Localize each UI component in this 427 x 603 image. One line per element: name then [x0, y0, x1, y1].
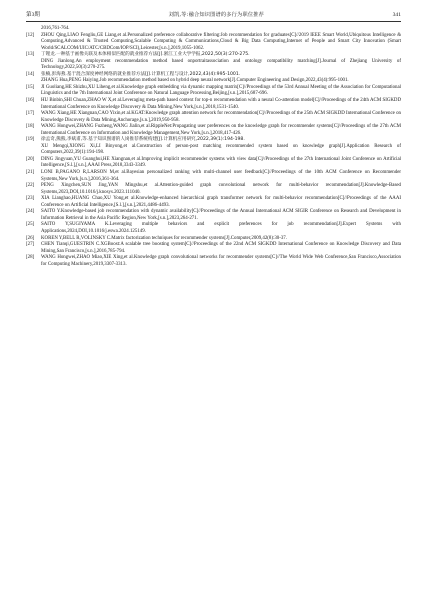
- reference-entry: [26, 85, 401, 98]
- reference-text: ZHANG Hua,PENG Haiying.Job recommendation method based on hybrid deep neural network[J].Computer Engineering and Design,2022,43(4):995-1001.: [41, 78, 349, 84]
- reference-entry: [26, 183, 401, 196]
- reference-text: JI Guoliang,HE Shizhu,XU Liheng,et al.Knowledge graph embedding via dynamic mapping matrix[C]//Proceedings of the 53rd Annual Meeting of the Association for Computational Linguistics and the 7th International Joint Conference on Natural Language Processing,Beijing,[s.n.],2015,687-696.: [41, 84, 401, 97]
- reference-entry: [26, 111, 401, 124]
- running-title: 刘凯,等:融合知识图谱的多行为职位推荐: [168, 12, 264, 18]
- reference-text: SAITO Y.Knowledge-based job recommendation with dynamic availability[C]//Proceedings of the Annual International ACM SIGIR Conference on Research and Development in Information Retrieval in the Asia Pacific Region,New York,[s.n.],2023,264-271.: [41, 209, 401, 221]
- reference-number: [19]: [26, 137, 35, 143]
- reference-text: DING Jingyuan,YU Guanghui,HE Xiangnan,et al.Improving implicit recommender systems with view data[C]//Proceedings of the 27th International Joint Conference on Artificial Intelligence,[S.l.],[s.n.],AAAI Press,2018,3343-3349.: [41, 156, 401, 169]
- reference-text: LONI B,PAGANO R,LARSON M,et al.Bayesian personalized ranking with multi-channel user feedback[C]//Proceedings of the 10th ACM Conference on Recommender Systems,New York,[s.n.],2016,361-364.: [41, 170, 401, 182]
- reference-text: 张楠,彭海燕.基于混合深度神经网络的就业推荐方法[J].计算机工程与设计,2022,43(4):995-1001.: [41, 71, 241, 77]
- reference-number: [24]: [26, 209, 35, 215]
- reference-entry: [26, 170, 401, 183]
- reference-number: [16]: [26, 98, 35, 104]
- reference-text: 2016,761-764.: [41, 26, 70, 31]
- reference-list: [26, 26, 401, 268]
- reference-text: XU Mengqi,XIONG Xi,LI Binyong,et al.Construction of person-post matching recommended system based on knowledge graph[J].Application Research of Computers,2022,39(1):194-198.: [41, 143, 401, 156]
- reference-text: DING Jianlong.An employment recommendation method based onportraitassociation and ontology compatibility matching[J].Journal of Zhejiang University of Technology,2022,50(3):270-275.: [41, 58, 401, 71]
- reference-entry: [26, 157, 401, 170]
- reference-number: [21]: [26, 170, 35, 176]
- reference-number: [28]: [26, 255, 35, 261]
- reference-entry: [26, 98, 401, 111]
- reference-text: ZHOU Qing,LIAO Fengliu,GE Liang,et al.Personalized preference collaborative filtering:Job recommendation for graduates[C]//2019 IEEE Smart World,Ubiquitous Intelligence & Computing,Advanced & Trusted Computing,Scalable Computing & Communications,Cloud & Big Data Computing,Internet of People and Smart City Innovation (Smart World/SCALCOM/UIC/ATC/CBDCom/IOP/SCI),Leicester,[s.n.],2019,1055-1062.: [41, 32, 401, 51]
- reference-number: [13]: [26, 52, 35, 58]
- reference-entry: [26, 144, 401, 157]
- reference-text: WANG Xiang,HE Xiangnan,CAO Yixin,et al.KGAT:Knowledge graph attention network for recommendation[C]//Proceedings of the 25th ACM SIGKDD International Conference on Knowledge Discovery & Data Mining,Anchorage,[s.n.],2019,950-958.: [41, 111, 401, 123]
- reference-text: PENG Xingchen,SUN Jing,YAN Mingshu,et al.Attention-guided graph convolutional network for multi-behavior recommendation[J].Knowledge-Based Systems,2023,DOI,10.1016/j.knosys.2023.111040.: [41, 183, 401, 195]
- reference-number: [23]: [26, 196, 35, 202]
- reference-text: CHEN Tianqi,GUESTRIN C.XGBoost:A scalable tree boosting system[C]//Proceedings of the 22nd ACM SIGKDD International Conference on Knowledge Discovery and Data Mining,San Francisco,[s.n.],2016,785-794.: [41, 242, 401, 254]
- reference-entry: [26, 255, 401, 268]
- reference-number: [25]: [26, 222, 35, 228]
- reference-text: 徐孟奇,熊熊,李斌甫,等.基于知识图谱的人岗推荐系统构建[J].计算机应用研究,2022,39(1):194-198.: [41, 137, 245, 143]
- reference-number: [27]: [26, 242, 35, 248]
- reference-number: [26]: [26, 235, 35, 241]
- reference-entry: [26, 59, 401, 72]
- reference-entry: [26, 124, 401, 137]
- reference-number: [15]: [26, 84, 35, 90]
- reference-number: [20]: [26, 156, 35, 162]
- reference-text: XIA Lianghao,HUANG Chao,XU Yong,et al.Knowledge-enhanced hierarchical graph transformer network for multi-behavior recommendation[C]//Proceedings of the AAAI Conference on Artificial Intelligence,[S.l.],[s.n.],2021,4486-4493.: [41, 196, 401, 208]
- reference-entry: [26, 33, 401, 53]
- reference-text: KOREN Y,BELL R,VOLINSKY C.Matrix factorization techniques for recommender systems[J].Computer,2009,42(8):30-37.: [41, 235, 287, 241]
- reference-entry: [26, 242, 401, 255]
- running-header: [26, 12, 401, 22]
- issue-label: 第3期: [26, 12, 40, 18]
- reference-number: [17]: [26, 111, 35, 117]
- reference-number: [14]: [26, 71, 35, 77]
- reference-number: [18]: [26, 124, 35, 130]
- reference-text: HU Binbin,SHI Chuan,ZHAO W X,et al.Leveraging meta-path based context for top-n recommendation with a neural Co-attention model[C]//Proceedings of the 24th ACM SIGKDD International Conference on Knowledge Discovery & Data Mining,New York,[s.n.],2018,1531-1540.: [41, 98, 401, 110]
- reference-entry: [26, 222, 401, 235]
- reference-entry: [26, 209, 401, 222]
- reference-text: SAITO Y,SUGIYAMA K.Leveraging multiple behaviors and explicit preferences for job recommendation[J].Expert Systems with Applications,2024,DOI,10.1016/j.eswa.2024.125149.: [41, 222, 401, 234]
- reference-text: 丁锂龙.一种基于画像关联及本体相似匹配的就业推荐方法[J].浙江工业大学学报,2022,50(3):270-275.: [41, 52, 250, 58]
- reference-number: [12]: [26, 32, 35, 38]
- reference-text: WANG Hongwei,ZHANG Fuzheng,WANG Jialin,et al.RippleNet:Propagating user preferences on the knowledge graph for recommender systems[C]//Proceedings of the 27th ACM International Conference on Information and Knowledge Management,New York,[s.n.],2018,417-426.: [41, 124, 401, 136]
- reference-number: [22]: [26, 183, 35, 189]
- reference-entry: [26, 196, 401, 209]
- reference-text: WANG Hongwei,ZHAO Miao,XIE Xing,et al.Knowledge graph convolutional networks for recommender systems[C]//The World Wide Web Conference,San Francisco,Association for Computing Machinery,2019,3307-3313.: [41, 255, 401, 267]
- page-number: 341: [392, 12, 401, 18]
